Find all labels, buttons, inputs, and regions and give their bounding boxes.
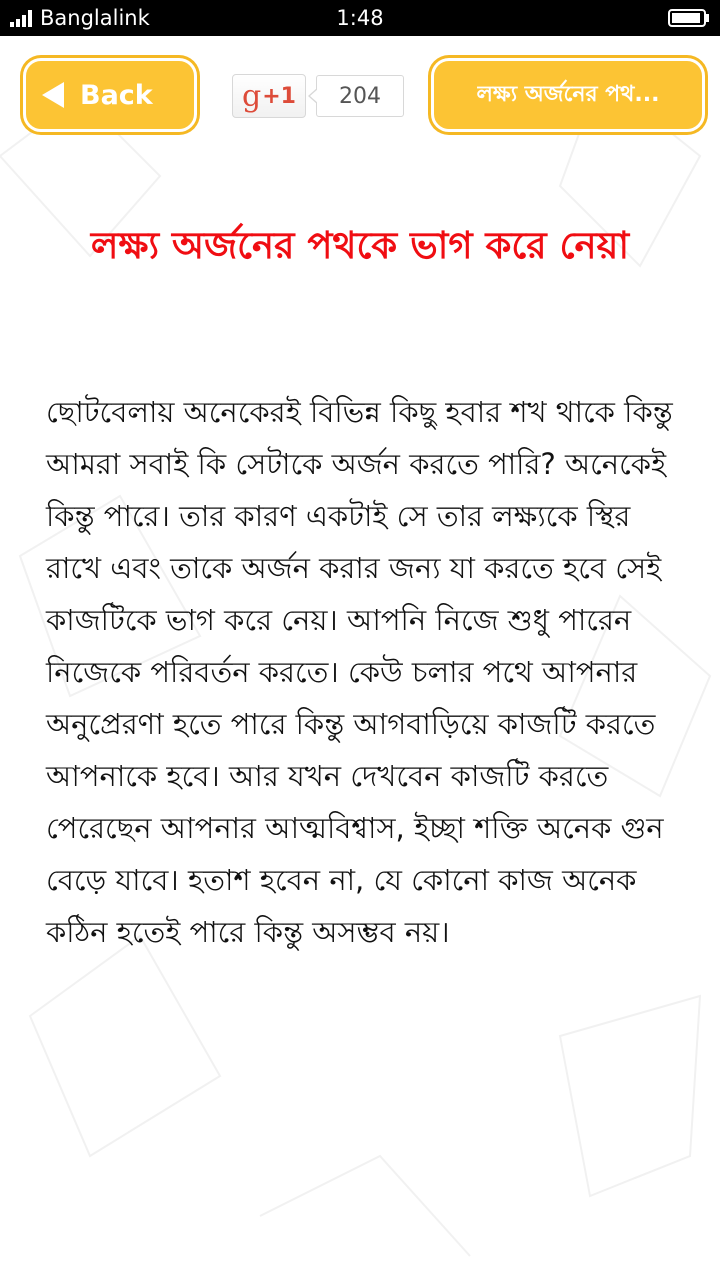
back-button[interactable]	[23, 58, 197, 132]
back-arrow-icon	[40, 80, 66, 110]
status-time: 1:48	[336, 6, 384, 30]
article-title-button-label: লক্ষ্য অর্জনের পথ...	[476, 81, 660, 107]
battery-icon	[668, 9, 710, 27]
article-title: লক্ষ্য অর্জনের পথকে ভাগ করে নেয়া	[90, 224, 630, 267]
gplus-count-bubble	[316, 75, 404, 117]
carrier-name: Banglalink	[40, 6, 150, 30]
gplus-count: 204	[339, 83, 381, 109]
google-plus-icon: g	[242, 78, 262, 114]
article-body: ছোটবেলায় অনেকেরই বিভিন্ন কিছু হবার শখ থাকে কিন্তু আমরা সবাই কি সেটাকে অর্জন করতে পারি? অনেকেই কিন্তু পারে। তার কারণ একটাই সে তার লক্ষ্যকে স্থির রাখে এবং তাকে অর্জন করার জন্য যা করতে হবে সেই কাজটিকে ভাগ করে নেয়। আপনি নিজে শুধু পারেন নিজেকে পরিবর্তন করতে। কেউ চলার পথে আপনার অনুপ্রেরণা হতে পারে কিন্তু আগবাড়িয়ে কাজটি করতে আপনাকে হবে। আর যখন দেখবেন কাজটি করতে পেরেছেন আপনার আত্মবিশ্বাস, ইচ্ছা শক্তি অনেক গুন বেড়ে যাবে। হতাশ হবেন না, যে কোনো কাজ অনেক কঠিন হতেই পারে কিন্তু অসম্ভব নয়।	[46, 395, 673, 949]
top-toolbar	[0, 36, 720, 146]
status-bar	[0, 0, 720, 36]
google-plus-one-button[interactable]	[232, 74, 306, 118]
gplus-label: +1	[262, 83, 296, 109]
back-button-label: Back	[80, 79, 153, 111]
article-title-button[interactable]	[431, 58, 705, 132]
